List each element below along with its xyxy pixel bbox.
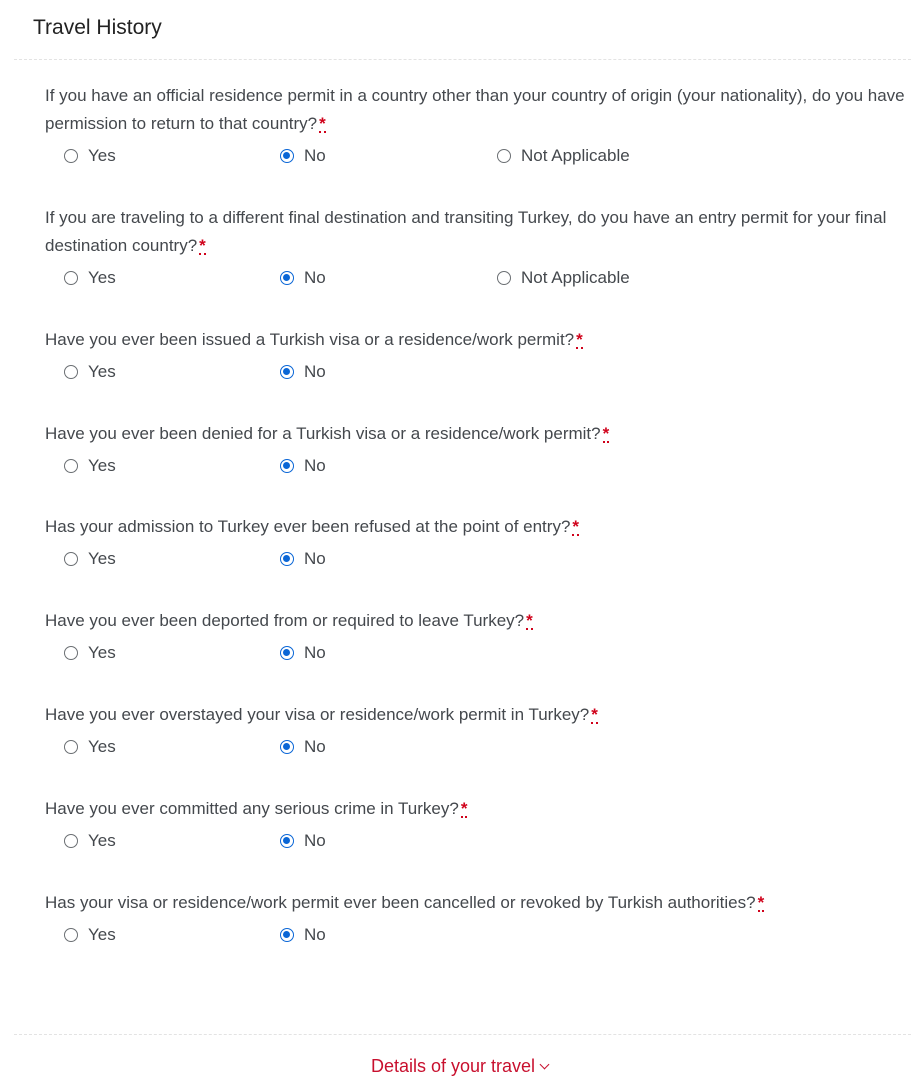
radio-option-yes[interactable] bbox=[64, 831, 280, 851]
question-label: If you have an official residence permit in a country other than your country of origin (your nationality), do you have permission to return to that country? bbox=[45, 86, 905, 133]
required-marker: * bbox=[572, 517, 580, 536]
radio-option-yes[interactable] bbox=[64, 268, 280, 288]
radio-button[interactable] bbox=[64, 552, 78, 566]
required-marker: * bbox=[526, 611, 533, 630]
radio-label: No bbox=[304, 146, 326, 165]
radio-label: Yes bbox=[88, 549, 116, 568]
radio-button[interactable] bbox=[64, 928, 78, 942]
radio-option-no[interactable] bbox=[280, 268, 497, 288]
radio-label: No bbox=[304, 643, 326, 662]
required-marker: * bbox=[591, 705, 598, 724]
radio-button[interactable] bbox=[64, 365, 78, 379]
radio-option-no[interactable] bbox=[280, 643, 497, 663]
required-marker: * bbox=[319, 114, 326, 133]
radio-option-yes[interactable] bbox=[64, 643, 280, 663]
required-marker: * bbox=[602, 424, 610, 443]
radio-button[interactable] bbox=[280, 834, 294, 848]
radio-button[interactable] bbox=[280, 740, 294, 754]
radio-option-not-applicable[interactable] bbox=[497, 268, 697, 288]
question-text bbox=[45, 82, 915, 138]
question-label: Have you ever been denied for a Turkish visa or a residence/work permit? bbox=[45, 424, 601, 443]
radio-label: No bbox=[304, 549, 326, 568]
radio-button[interactable] bbox=[280, 365, 294, 379]
radio-group bbox=[45, 545, 915, 573]
radio-option-yes[interactable] bbox=[64, 146, 280, 166]
radio-button[interactable] bbox=[64, 271, 78, 285]
question-block bbox=[45, 795, 915, 855]
radio-option-yes[interactable] bbox=[64, 925, 280, 945]
question-block bbox=[45, 204, 915, 292]
radio-button[interactable] bbox=[64, 740, 78, 754]
radio-label: Yes bbox=[88, 268, 116, 287]
radio-button[interactable] bbox=[280, 459, 294, 473]
section-title: Travel History bbox=[33, 16, 162, 39]
radio-group bbox=[45, 827, 915, 855]
radio-option-no[interactable] bbox=[280, 549, 497, 569]
question-text bbox=[45, 889, 915, 917]
radio-button[interactable] bbox=[280, 646, 294, 660]
radio-option-yes[interactable] bbox=[64, 549, 280, 569]
radio-group bbox=[45, 639, 915, 667]
question-block bbox=[45, 889, 915, 949]
radio-group bbox=[45, 142, 915, 170]
radio-option-no[interactable] bbox=[280, 146, 497, 166]
required-marker: * bbox=[460, 799, 468, 818]
question-block bbox=[45, 420, 915, 480]
radio-label: Not Applicable bbox=[521, 146, 630, 165]
question-text bbox=[45, 326, 915, 354]
radio-label: No bbox=[304, 268, 326, 287]
footer-divider bbox=[14, 1034, 911, 1035]
radio-button[interactable] bbox=[64, 834, 78, 848]
question-text bbox=[45, 204, 915, 260]
radio-label: No bbox=[304, 456, 326, 475]
question-text bbox=[45, 607, 915, 635]
question-text bbox=[45, 513, 915, 541]
radio-label: Not Applicable bbox=[521, 268, 630, 287]
radio-label: No bbox=[304, 737, 326, 756]
radio-group bbox=[45, 733, 915, 761]
details-of-travel-label: Details of your travel bbox=[370, 1056, 536, 1076]
question-label: Have you ever committed any serious crime in Turkey? bbox=[45, 799, 459, 818]
question-label: If you are traveling to a different final destination and transiting Turkey, do you have an entry permit for your final destination country? bbox=[45, 208, 887, 255]
radio-label: No bbox=[304, 362, 326, 381]
radio-label: No bbox=[304, 831, 326, 850]
question-label: Has your admission to Turkey ever been refused at the point of entry? bbox=[45, 517, 571, 536]
radio-group bbox=[45, 264, 915, 292]
required-marker: * bbox=[199, 236, 206, 255]
radio-option-no[interactable] bbox=[280, 831, 497, 851]
question-label: Have you ever been deported from or required to leave Turkey? bbox=[45, 611, 525, 630]
radio-label: Yes bbox=[88, 362, 116, 381]
radio-label: Yes bbox=[88, 737, 116, 756]
required-marker: * bbox=[576, 330, 583, 349]
radio-option-no[interactable] bbox=[280, 362, 497, 382]
questions-list bbox=[45, 82, 915, 949]
question-text bbox=[45, 795, 915, 823]
radio-button[interactable] bbox=[497, 271, 511, 285]
chevron-down-icon bbox=[540, 1060, 550, 1070]
radio-option-yes[interactable] bbox=[64, 737, 280, 757]
radio-option-no[interactable] bbox=[280, 456, 497, 476]
question-label: Have you ever been issued a Turkish visa or a residence/work permit? bbox=[45, 330, 575, 349]
details-of-travel-link[interactable] bbox=[0, 1056, 919, 1077]
radio-label: Yes bbox=[88, 925, 116, 944]
radio-button[interactable] bbox=[280, 149, 294, 163]
radio-button[interactable] bbox=[497, 149, 511, 163]
radio-button[interactable] bbox=[280, 271, 294, 285]
radio-button[interactable] bbox=[64, 459, 78, 473]
radio-label: Yes bbox=[88, 456, 116, 475]
radio-option-yes[interactable] bbox=[64, 456, 280, 476]
question-block bbox=[45, 607, 915, 667]
question-text bbox=[45, 420, 915, 448]
question-block bbox=[45, 82, 915, 170]
radio-button[interactable] bbox=[280, 928, 294, 942]
radio-label: Yes bbox=[88, 146, 116, 165]
radio-button[interactable] bbox=[64, 646, 78, 660]
radio-label: No bbox=[304, 925, 326, 944]
radio-label: Yes bbox=[88, 831, 116, 850]
required-marker: * bbox=[757, 893, 765, 912]
radio-label: Yes bbox=[88, 643, 116, 662]
question-block bbox=[45, 326, 915, 386]
radio-option-no[interactable] bbox=[280, 737, 497, 757]
radio-group bbox=[45, 921, 915, 949]
radio-option-not-applicable[interactable] bbox=[497, 146, 697, 166]
question-block bbox=[45, 513, 915, 573]
question-block bbox=[45, 701, 915, 761]
radio-group bbox=[45, 452, 915, 480]
section-divider bbox=[14, 59, 911, 60]
radio-option-no[interactable] bbox=[280, 925, 497, 945]
question-text bbox=[45, 701, 915, 729]
radio-button[interactable] bbox=[64, 149, 78, 163]
question-label: Has your visa or residence/work permit ever been cancelled or revoked by Turkish authorities? bbox=[45, 893, 756, 912]
radio-option-yes[interactable] bbox=[64, 362, 280, 382]
radio-button[interactable] bbox=[280, 552, 294, 566]
radio-group bbox=[45, 358, 915, 386]
question-label: Have you ever overstayed your visa or residence/work permit in Turkey? bbox=[45, 705, 590, 724]
